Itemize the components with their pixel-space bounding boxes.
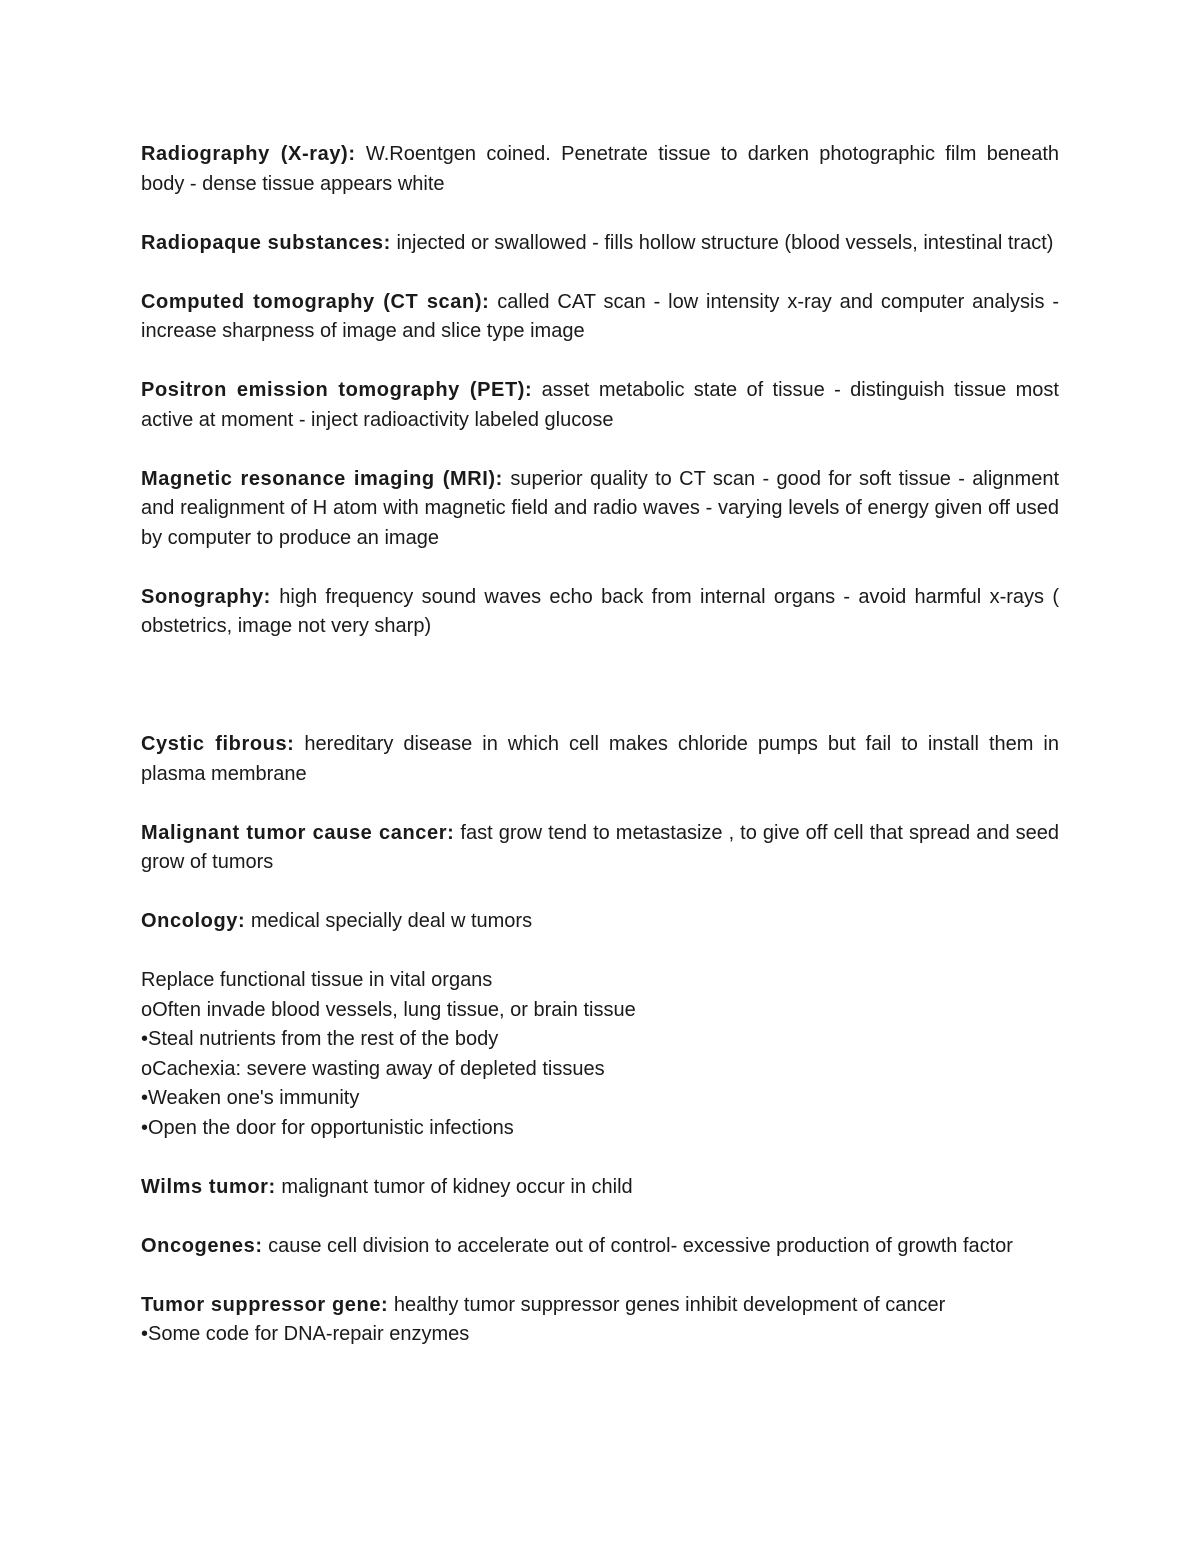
list-item: •Open the door for opportunistic infections [141,1116,514,1139]
term-radiography: Radiography (X-ray): [141,143,356,165]
term-cystic-fibrous: Cystic fibrous: [141,733,295,755]
cancer-effects-list [141,966,1059,1143]
paragraph-pet [141,376,1059,435]
term-sonography: Sonography: [141,585,271,608]
term-pet: Positron emission tomography (PET): [141,379,533,401]
definition-oncogenes: cause cell division to accelerate out of control- excessive production of growth factor [262,1234,1013,1257]
definition-oncology: medical specially deal w tumors [245,910,533,932]
paragraph-tumor-suppressor [141,1291,1059,1350]
term-radiopaque: Radiopaque substances: [141,231,391,254]
term-wilms-tumor: Wilms tumor: [141,1175,276,1198]
paragraph-malignant-tumor [141,819,1059,878]
paragraph-mri [141,465,1059,554]
tumor-suppressor-bullet: •Some code for DNA-repair enzymes [141,1323,470,1345]
definition-malignant-tumor: fast grow tend to metastasize , to give off cell that spread and seed grow of tumors [141,821,1059,873]
definition-mri: superior quality to CT scan - good for soft tissue - alignment and realignment of H atom with magnetic field and radio waves - varying levels of energy given off used by computer to produce an image [141,467,1060,549]
definition-sonography: high frequency sound waves echo back from internal organs - avoid harmful x-rays ( obstetrics, image not very sharp) [141,585,1059,637]
list-item: •Steal nutrients from the rest of the body [141,1028,499,1050]
term-mri: Magnetic resonance imaging (MRI): [141,467,503,490]
definition-cystic-fibrous: hereditary disease in which cell makes chloride pumps but fail to install them in plasma membrane [141,733,1059,785]
definition-radiopaque: injected or swallowed - fills hollow structure (blood vessels, intestinal tract) [390,231,1054,254]
paragraph-radiopaque [141,229,1059,259]
term-oncology: Oncology: [141,910,246,932]
term-ct-scan: Computed tomography (CT scan): [141,290,490,313]
paragraph-oncology [141,907,1059,937]
definition-pet: asset metabolic state of tissue - distinguish tissue most active at moment - inject radioactivity labeled glucose [141,379,1059,431]
definition-wilms-tumor: malignant tumor of kidney occur in child [275,1175,633,1198]
list-item: oOften invade blood vessels, lung tissue, or brain tissue [141,998,636,1021]
paragraph-ct-scan [141,288,1059,347]
definition-radiography: W.Roentgen coined. Penetrate tissue to darken photographic film beneath body - dense tissue appears white [141,143,1060,195]
list-item: oCachexia: severe wasting away of depleted tissues [141,1057,605,1080]
list-item: Replace functional tissue in vital organs [141,969,493,991]
paragraph-cystic-fibrous [141,730,1059,789]
paragraph-sonography [141,583,1059,642]
term-oncogenes: Oncogenes: [141,1234,263,1257]
definition-ct-scan: called CAT scan - low intensity x-ray and computer analysis - increase sharpness of image and slice type image [141,290,1059,342]
paragraph-wilms-tumor [141,1173,1059,1203]
paragraph-oncogenes [141,1232,1059,1262]
definition-tumor-suppressor: healthy tumor suppressor genes inhibit development of cancer [388,1293,946,1316]
list-item: •Weaken one's immunity [141,1087,360,1109]
term-malignant-tumor: Malignant tumor cause cancer: [141,821,455,844]
section-gap [141,671,1059,730]
document-page [141,140,1059,1379]
paragraph-radiography [141,140,1059,199]
term-tumor-suppressor: Tumor suppressor gene: [141,1293,389,1316]
